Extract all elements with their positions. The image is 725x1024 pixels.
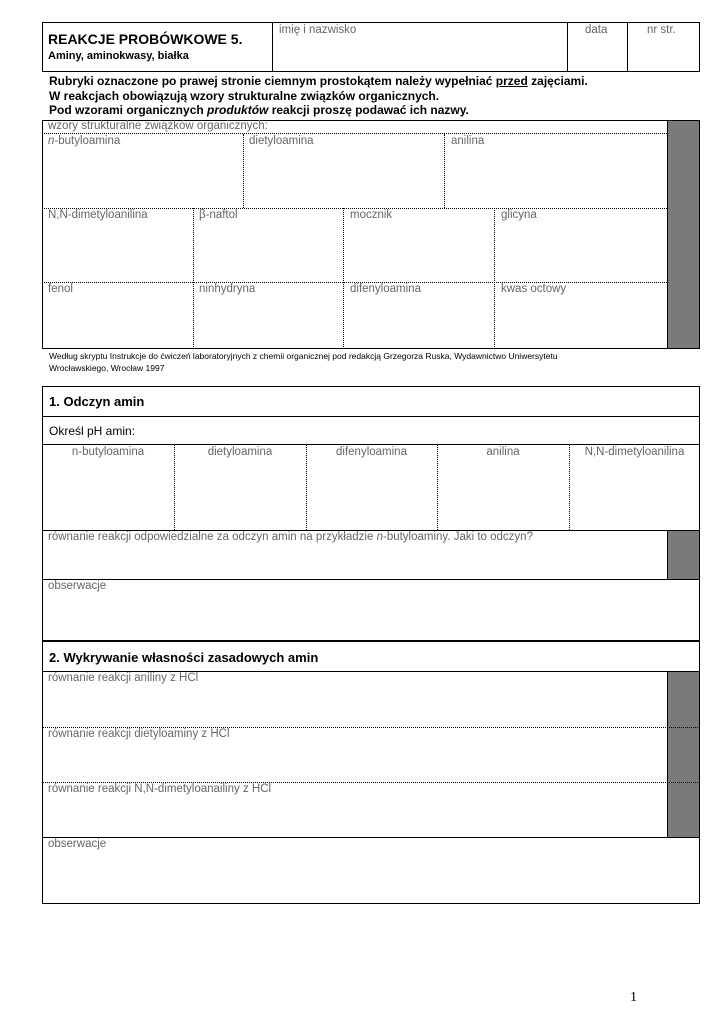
ph-cell-anilina[interactable]: anilina — [486, 446, 520, 458]
formulas-divider — [667, 120, 668, 349]
ph-cell-nn-dimetyloanilina[interactable]: N,N-dimetyloanilina — [584, 446, 685, 458]
section-1-box — [42, 386, 700, 641]
header-divider — [627, 22, 628, 72]
cell-divider — [343, 208, 344, 349]
equation-rule — [42, 837, 700, 838]
equation-field-label[interactable]: równanie reakcji odpowiedzialne za odczyn amin na przykładzie n-butyloaminy. Jaki to odczyn? — [48, 531, 533, 543]
marker-divider — [667, 671, 668, 837]
ph-cell-difenyloamina[interactable]: difenyloamina — [336, 446, 407, 458]
cell-divider — [193, 208, 194, 349]
formula-cell-fenol[interactable]: fenol — [48, 283, 73, 295]
equation-field-aniline-hcl[interactable]: równanie reakcji aniliny z HCl — [48, 672, 199, 684]
formula-cell-difenyloamina[interactable]: difenyloamina — [350, 283, 421, 295]
prefill-marker — [667, 531, 699, 579]
ph-label-rule — [42, 444, 700, 445]
observations-field-label[interactable]: obserwacje — [48, 580, 107, 592]
worksheet-title: REAKCJE PROBÓWKOWE 5. — [48, 31, 243, 47]
formula-cell-anilina[interactable]: anilina — [451, 135, 485, 147]
cell-divider — [243, 134, 244, 208]
ph-cell-n-butyloamina[interactable]: n-butyloamina — [71, 446, 145, 458]
cell-divider — [569, 444, 570, 530]
formula-cell-dietyloamina[interactable]: dietyloamina — [249, 135, 314, 147]
formula-cell-beta-naftol[interactable]: β-naftol — [199, 209, 238, 221]
cell-divider — [437, 444, 438, 530]
section-1-title: 1. Odczyn amin — [49, 394, 145, 409]
formula-cell-mocznik[interactable]: mocznik — [350, 209, 393, 221]
instruction-line-1: Rubryki oznaczone po prawej stronie ciemnym prostokątem należy wypełniać przed zajęciami. — [49, 74, 588, 88]
section-1-title-rule — [42, 416, 700, 417]
equation-field-diethylamine-hcl[interactable]: równanie reakcji dietyloaminy z HCl — [48, 728, 230, 740]
page-number: 1 — [630, 990, 637, 1005]
formula-cell-glicyna[interactable]: glicyna — [501, 209, 537, 221]
section-2-title: 2. Wykrywanie własności zasadowych amin — [49, 650, 319, 665]
name-field-label[interactable]: imię i nazwisko — [279, 24, 357, 36]
observations-field-label[interactable]: obserwacje — [48, 838, 107, 850]
header-divider — [272, 22, 273, 72]
formula-cell-n-butyloamina[interactable]: n-butyloamina — [48, 135, 121, 147]
ph-instruction: Określ pH amin: — [49, 424, 136, 438]
formula-cell-nn-dimetyloanilina[interactable]: N,N-dimetyloanilina — [48, 209, 148, 221]
marker-divider — [667, 530, 668, 579]
cell-divider — [494, 208, 495, 349]
cell-divider — [174, 444, 175, 530]
header-divider — [567, 22, 568, 72]
equation-rule — [42, 579, 700, 580]
page-number-field-label[interactable]: nr str. — [647, 24, 676, 36]
instruction-line-2: W reakcjach obowiązują wzory strukturalne związków organicznych. — [49, 88, 440, 103]
date-field-label[interactable]: data — [585, 24, 608, 36]
cell-divider — [306, 444, 307, 530]
cell-divider — [444, 134, 445, 208]
formula-cell-ninhydryna[interactable]: ninhydryna — [199, 283, 256, 295]
formulas-box — [42, 120, 700, 349]
prefill-marker — [667, 672, 699, 837]
formulas-heading-rule — [42, 133, 667, 134]
equation-field-dimethylaniline-hcl[interactable]: równanie reakcji N,N-dimetyloanailiny z HCl — [48, 783, 272, 795]
prefill-marker — [667, 121, 699, 348]
instruction-line-3: Pod wzorami organicznych produktów reakcji proszę podawać ich nazwy. — [49, 103, 469, 117]
formula-cell-kwas-octowy[interactable]: kwas octowy — [501, 283, 567, 295]
instructions — [49, 74, 588, 118]
worksheet-subtitle: Aminy, aminokwasy, białka — [48, 50, 189, 62]
source-footnote: Według skryptu Instrukcje do ćwiczeń laboratoryjnych z chemii organicznej pod redakcją Grzegorza Ruska, Wydawnictwo Uniwersytetu Wrocławskiego, Wrocław 1997 — [49, 351, 558, 373]
formulas-heading: wzory strukturalne związków organicznych: — [48, 120, 268, 132]
ph-cell-dietyloamina[interactable]: dietyloamina — [207, 446, 273, 458]
